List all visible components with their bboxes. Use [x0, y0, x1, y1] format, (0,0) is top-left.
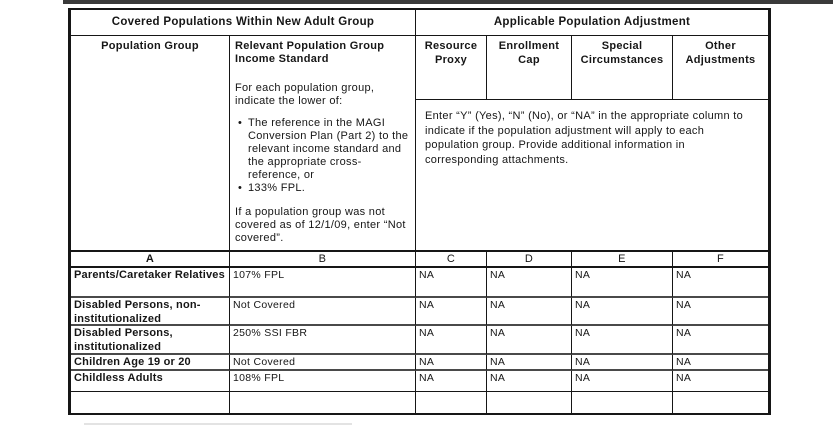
row-group-name: Childless Adults	[71, 371, 230, 392]
income-standard-bullet-list	[235, 117, 410, 195]
income-standard-intro: For each population group, indicate the lower of:	[235, 82, 375, 107]
column-header-population-group: Population Group	[71, 36, 230, 252]
row-income-standard: 108% FPL	[230, 371, 416, 392]
income-standard-bullet: • The reference in the MAGI Conversion Plan (Part 2) to the relevant income standard and the appropriate cross-reference, or	[235, 117, 410, 182]
section-header-applicable-adjustment: Applicable Population Adjustment	[416, 10, 768, 36]
row-special-circumstances: NA	[572, 268, 673, 298]
column-letter-d: D	[487, 252, 572, 268]
column-letter-a: A	[71, 252, 230, 268]
empty-cell	[572, 392, 673, 413]
row-special-circumstances: NA	[572, 298, 673, 326]
row-group-name: Disabled Persons, institutionalized	[71, 326, 230, 355]
row-enrollment-cap: NA	[487, 371, 572, 392]
column-letter-b: B	[230, 252, 416, 268]
empty-cell	[673, 392, 768, 413]
row-resource-proxy: NA	[416, 298, 487, 326]
row-group-name: Children Age 19 or 20	[71, 355, 230, 371]
row-income-standard: Not Covered	[230, 298, 416, 326]
column-header-income-standard	[230, 36, 416, 252]
income-standard-bullet: • 133% FPL.	[235, 182, 410, 195]
row-enrollment-cap: NA	[487, 298, 572, 326]
column-letter-e: E	[572, 252, 673, 268]
adjustment-instructions: Enter “Y” (Yes), “N” (No), or “NA” in the appropriate column to indicate if the population adjustment will apply to each population group. Provide additional information in corresponding attachments.	[416, 100, 768, 252]
column-letter-f: F	[673, 252, 768, 268]
row-resource-proxy: NA	[416, 371, 487, 392]
row-other-adjustments: NA	[673, 268, 768, 298]
column-header-resource-proxy: Resource Proxy	[416, 36, 487, 100]
row-other-adjustments: NA	[673, 326, 768, 355]
column-header-special-circumstances: Special Circumstances	[572, 36, 673, 100]
population-adjustment-table	[68, 8, 771, 415]
row-enrollment-cap: NA	[487, 268, 572, 298]
income-standard-note: If a population group was not covered as of 12/1/09, enter “Not covered”.	[235, 206, 406, 244]
row-other-adjustments: NA	[673, 298, 768, 326]
row-enrollment-cap: NA	[487, 326, 572, 355]
row-enrollment-cap: NA	[487, 355, 572, 371]
row-income-standard: Not Covered	[230, 355, 416, 371]
row-group-name: Parents/Caretaker Relatives	[71, 268, 230, 298]
row-special-circumstances: NA	[572, 355, 673, 371]
row-special-circumstances: NA	[572, 371, 673, 392]
column-letter-c: C	[416, 252, 487, 268]
row-resource-proxy: NA	[416, 355, 487, 371]
income-standard-title: Relevant Population Group Income Standard	[235, 40, 385, 65]
scan-edge-bar	[63, 0, 833, 4]
row-income-standard: 250% SSI FBR	[230, 326, 416, 355]
row-other-adjustments: NA	[673, 355, 768, 371]
empty-cell	[487, 392, 572, 413]
row-group-name: Disabled Persons, non-institutionalized	[71, 298, 230, 326]
scan-artifact-line	[84, 423, 352, 425]
empty-cell	[71, 392, 230, 413]
section-header-covered-populations: Covered Populations Within New Adult Group	[71, 10, 416, 36]
column-header-other-adjustments: Other Adjustments	[673, 36, 768, 100]
row-special-circumstances: NA	[572, 326, 673, 355]
column-header-enrollment-cap: Enrollment Cap	[487, 36, 572, 100]
empty-cell	[230, 392, 416, 413]
row-income-standard: 107% FPL	[230, 268, 416, 298]
row-other-adjustments: NA	[673, 371, 768, 392]
row-resource-proxy: NA	[416, 268, 487, 298]
row-resource-proxy: NA	[416, 326, 487, 355]
empty-cell	[416, 392, 487, 413]
